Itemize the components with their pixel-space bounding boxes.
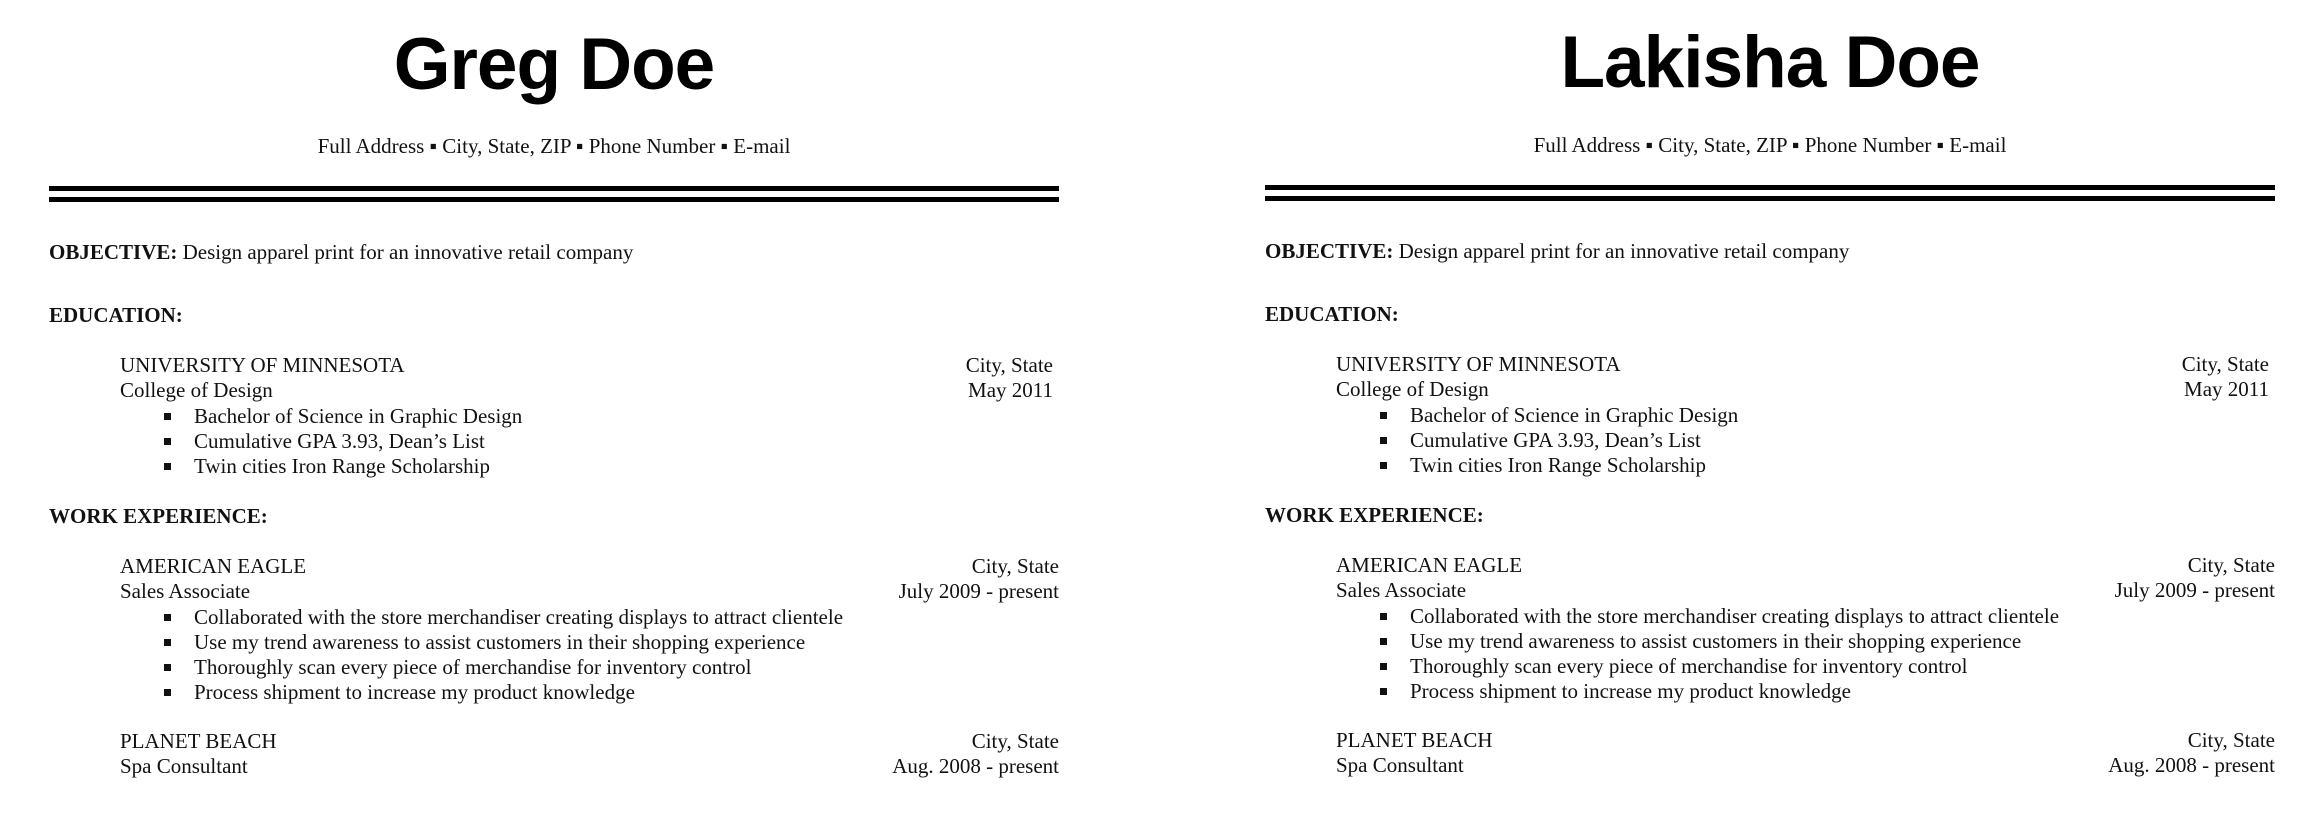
job-date: July 2009 - present bbox=[898, 579, 1059, 603]
education-school: UNIVERSITY OF MINNESOTA bbox=[120, 353, 405, 377]
contact-line: Full Address ▪ City, State, ZIP ▪ Phone Number ▪ E-mail bbox=[1533, 133, 2007, 157]
education-date: May 2011 bbox=[2184, 377, 2269, 401]
list-item: Use my trend awareness to assist customers in their shopping experience bbox=[164, 630, 843, 655]
header-divider-top bbox=[1265, 185, 2275, 190]
list-item: Thoroughly scan every piece of merchandise for inventory control bbox=[1380, 654, 2059, 679]
list-item: Process shipment to increase my product knowledge bbox=[164, 680, 843, 705]
job-bullets bbox=[164, 605, 843, 705]
job-location: City, State bbox=[2187, 553, 2275, 577]
job-location: City, State bbox=[971, 729, 1059, 753]
list-item: Use my trend awareness to assist customers in their shopping experience bbox=[1380, 629, 2059, 654]
education-date: May 2011 bbox=[968, 378, 1053, 402]
objective-text: Design apparel print for an innovative retail company bbox=[1393, 239, 1850, 263]
job-location: City, State bbox=[971, 554, 1059, 578]
education-bullets bbox=[1380, 403, 1738, 478]
objective-label: OBJECTIVE: bbox=[49, 240, 178, 264]
job-date: Aug. 2008 - present bbox=[2108, 753, 2275, 777]
job-employer: PLANET BEACH bbox=[120, 729, 277, 753]
candidate-name: Lakisha Doe bbox=[1560, 22, 1980, 103]
header-divider-bottom bbox=[49, 197, 1059, 202]
resume-right bbox=[1265, 0, 2275, 816]
job-title: Sales Associate bbox=[120, 579, 251, 603]
work-heading: WORK EXPERIENCE: bbox=[1265, 503, 1484, 527]
education-college: College of Design bbox=[1336, 377, 1489, 401]
objective-line bbox=[1265, 237, 1849, 265]
education-location: City, State bbox=[2181, 352, 2269, 376]
objective-label: OBJECTIVE: bbox=[1265, 239, 1394, 263]
list-item: Twin cities Iron Range Scholarship bbox=[164, 454, 522, 479]
job-employer: AMERICAN EAGLE bbox=[120, 554, 307, 578]
objective-line bbox=[49, 238, 633, 266]
contact-line: Full Address ▪ City, State, ZIP ▪ Phone Number ▪ E-mail bbox=[317, 134, 791, 158]
objective-text: Design apparel print for an innovative retail company bbox=[177, 240, 634, 264]
job-title: Sales Associate bbox=[1336, 578, 1467, 602]
header-divider-bottom bbox=[1265, 196, 2275, 201]
education-college: College of Design bbox=[120, 378, 273, 402]
job-location: City, State bbox=[2187, 728, 2275, 752]
education-heading: EDUCATION: bbox=[1265, 302, 1399, 326]
job-date: July 2009 - present bbox=[2114, 578, 2275, 602]
list-item: Bachelor of Science in Graphic Design bbox=[164, 404, 522, 429]
list-item: Collaborated with the store merchandiser creating displays to attract clientele bbox=[1380, 604, 2059, 629]
resume-left bbox=[49, 0, 1059, 816]
job-title: Spa Consultant bbox=[120, 754, 248, 778]
list-item: Cumulative GPA 3.93, Dean’s List bbox=[1380, 428, 1738, 453]
job-employer: PLANET BEACH bbox=[1336, 728, 1493, 752]
list-item: Bachelor of Science in Graphic Design bbox=[1380, 403, 1738, 428]
candidate-name: Greg Doe bbox=[393, 24, 715, 105]
job-title: Spa Consultant bbox=[1336, 753, 1464, 777]
education-heading: EDUCATION: bbox=[49, 303, 183, 327]
job-bullets bbox=[1380, 604, 2059, 704]
job-date: Aug. 2008 - present bbox=[892, 754, 1059, 778]
list-item: Collaborated with the store merchandiser creating displays to attract clientele bbox=[164, 605, 843, 630]
work-heading: WORK EXPERIENCE: bbox=[49, 504, 268, 528]
education-school: UNIVERSITY OF MINNESOTA bbox=[1336, 352, 1621, 376]
job-employer: AMERICAN EAGLE bbox=[1336, 553, 1523, 577]
header-divider-top bbox=[49, 186, 1059, 191]
list-item: Thoroughly scan every piece of merchandise for inventory control bbox=[164, 655, 843, 680]
list-item: Cumulative GPA 3.93, Dean’s List bbox=[164, 429, 522, 454]
education-bullets bbox=[164, 404, 522, 479]
list-item: Process shipment to increase my product knowledge bbox=[1380, 679, 2059, 704]
list-item: Twin cities Iron Range Scholarship bbox=[1380, 453, 1738, 478]
education-location: City, State bbox=[965, 353, 1053, 377]
